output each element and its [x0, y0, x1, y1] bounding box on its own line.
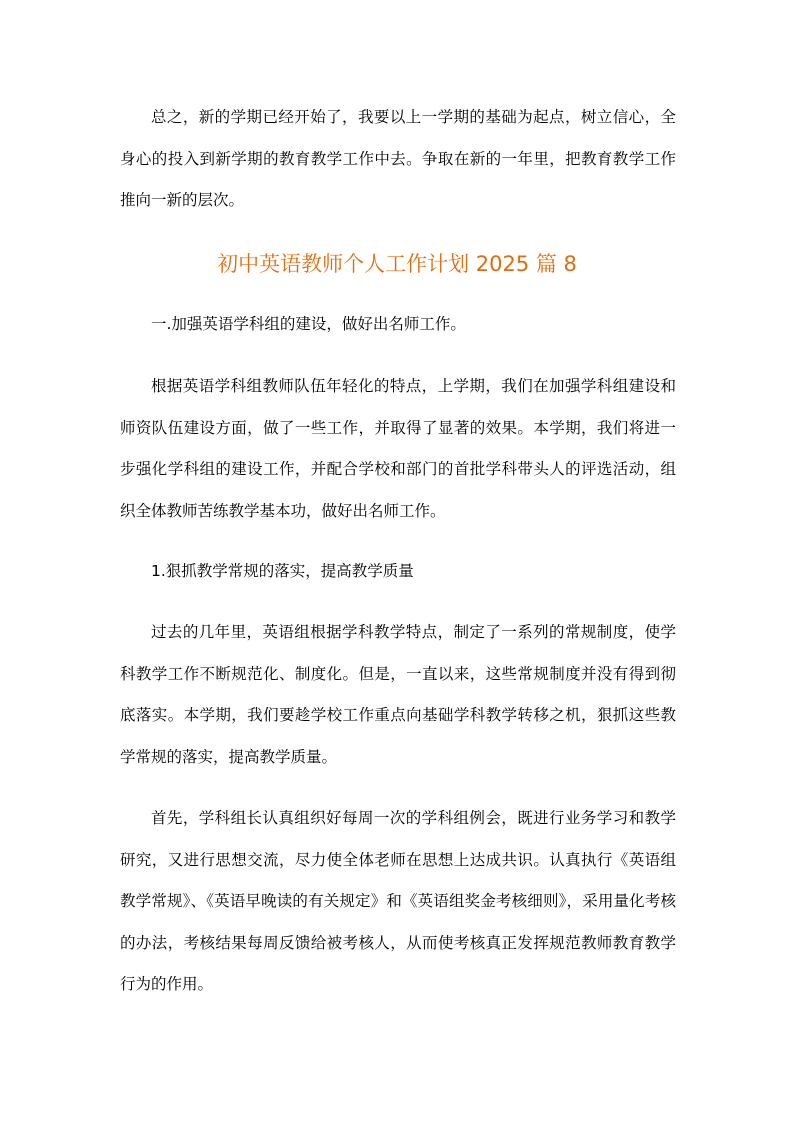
paragraph-teaching-routine: 过去的几年里，英语组根据学科教学特点，制定了一系列的常规制度，使学科教学工作不断规范化、制度化。但是，一直以来，这些常规制度并没有得到彻底落实。本学期，我们要趁学校工作重点向基础学科教学转移之机，狠抓这些教学常规的落实，提高教学质量。 [120, 623, 676, 766]
paragraph-conclusion: 总之，新的学期已经开始了，我要以上一学期的基础为起点，树立信心，全身心的投入到新学期的教育教学工作中去。争取在新的一年里，把教育教学工作推向一新的层次。 [120, 108, 676, 210]
section-heading: 初中英语教师个人工作计划 2025 篇 8 [217, 252, 577, 276]
paragraph-first-step: 首先，学科组长认真组织好每周一次的学科组例会，既进行业务学习和教学研究，又进行思想交流，尽力使全体老师在思想上达成共识。认真执行《英语组教学常规》、《英语早晚读的有关规定》和《英语组奖金考核细则》，采用量化考核的办法，考核结果每周反馈给被考核人，从而使考核真正发挥规范教师教育教学行为的作用。 [120, 809, 676, 994]
paragraph-subpoint-one: 1.狠抓教学常规的落实，提高教学质量 [151, 562, 414, 580]
paragraph-team-building: 根据英语学科组教师队伍年轻化的特点，上学期，我们在加强学科组建设和师资队伍建设方面，做了一些工作，并取得了显著的效果。本学期，我们将进一步强化学科组的建设工作，并配合学校和部门的首批学科带头人的评选活动，组织全体教师苦练教学基本功，做好出名师工作。 [120, 377, 676, 520]
paragraph-point-one: 一.加强英语学科组的建设，做好出名师工作。 [151, 315, 466, 333]
